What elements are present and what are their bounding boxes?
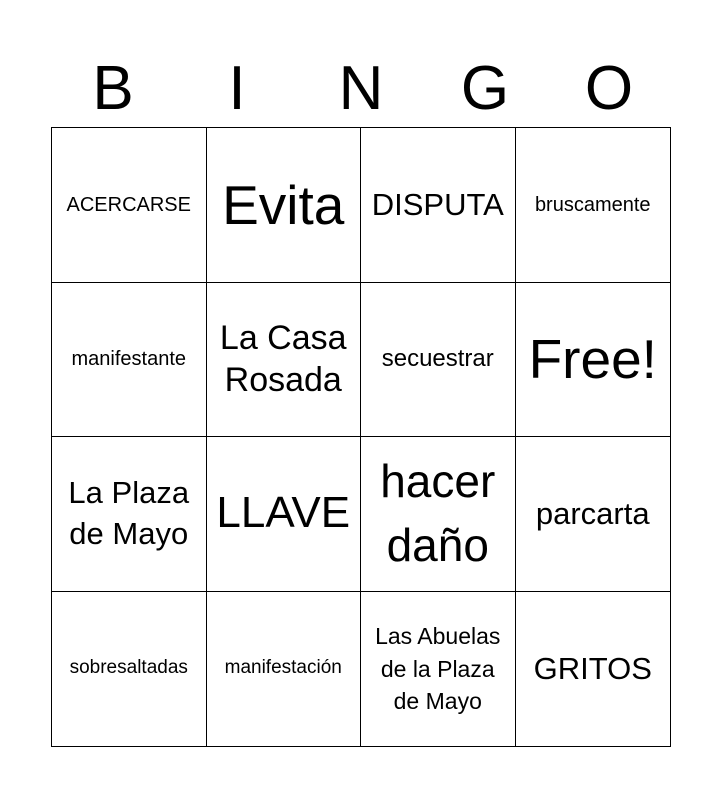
header-letter-g: G [460,54,510,123]
bingo-cell[interactable] [207,437,362,592]
bingo-header [51,50,671,128]
bingo-cell[interactable] [516,128,671,283]
cell-label: DISPUTA [371,186,504,222]
cell-label: La Plaza de Mayo [68,475,190,551]
cell-label: secuestrar [381,344,494,372]
bingo-cell[interactable] [361,128,516,283]
bingo-cell[interactable] [207,128,362,283]
bingo-cell[interactable] [361,592,516,747]
cell-label: LLAVE [216,488,351,538]
bingo-cell[interactable] [207,283,362,438]
cell-label: La Casa Rosada [219,318,347,400]
header-letter-o: O [584,54,634,123]
cell-label: Las Abuelas de la Plaza de Mayo [375,623,501,714]
bingo-cell[interactable] [207,592,362,747]
cell-label: manifestación [224,657,342,679]
bingo-cell[interactable] [361,437,516,592]
header-letter-b: B [92,54,134,123]
free-space-cell[interactable] [516,283,671,438]
cell-label: parcarta [535,495,650,531]
bingo-cell[interactable] [361,283,516,438]
bingo-cell[interactable] [516,592,671,747]
cell-label: hacer daño [380,455,496,571]
bingo-cell[interactable] [516,437,671,592]
cell-label: bruscamente [534,193,651,216]
cell-label: GRITOS [533,650,652,686]
bingo-cell[interactable] [52,437,207,592]
bingo-cell[interactable] [52,283,207,438]
cell-label: manifestante [71,348,186,371]
header-letter-i: I [228,54,246,123]
cell-label: Free! [528,328,657,390]
bingo-cell[interactable] [52,128,207,283]
header-letter-n: N [338,54,384,123]
cell-label: ACERCARSE [66,193,191,216]
cell-label: sobresaltadas [69,657,188,679]
bingo-board [51,127,671,747]
bingo-cell[interactable] [52,592,207,747]
cell-label: Evita [222,173,345,236]
